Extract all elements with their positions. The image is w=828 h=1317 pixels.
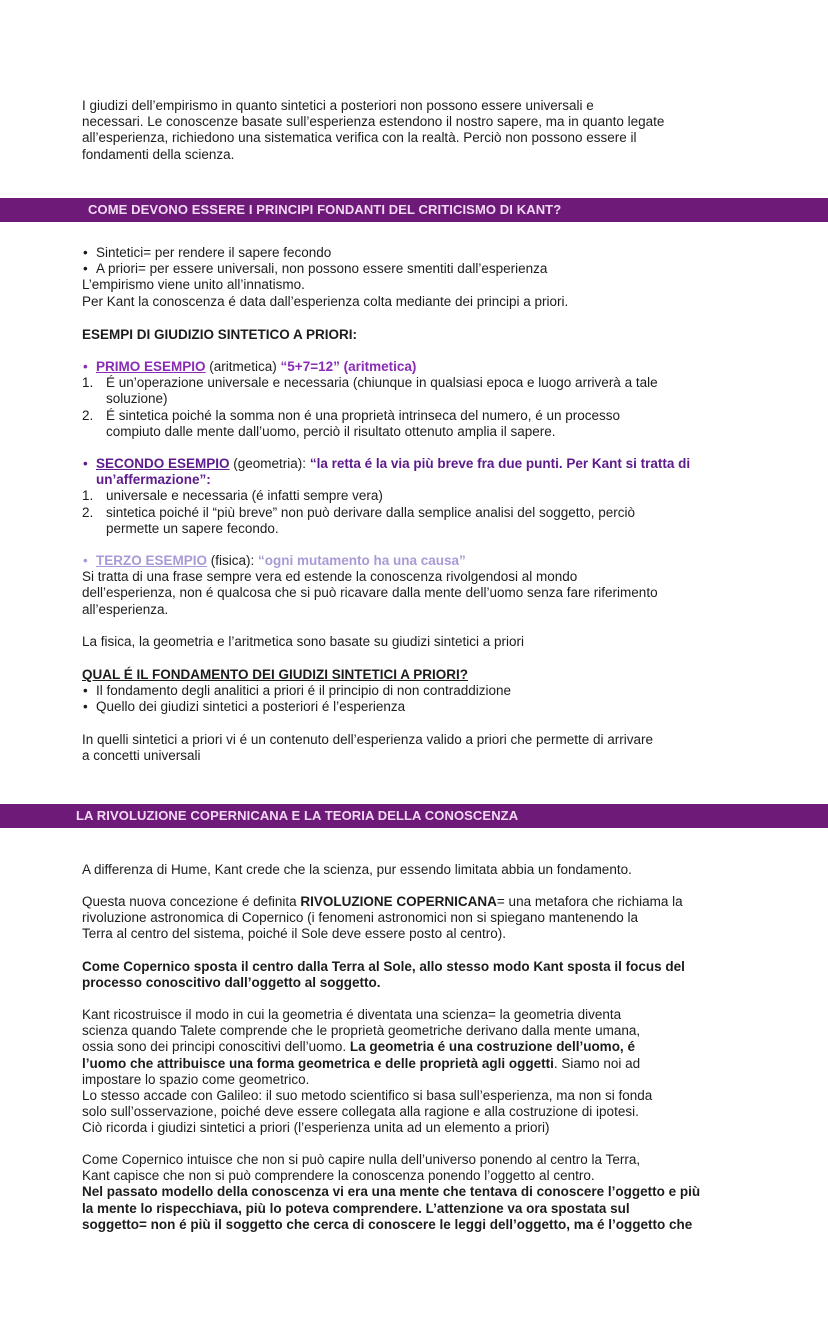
foundation-block [82, 667, 752, 716]
foundation-heading: QUAL É IL FONDAMENTO DEI GIUDIZI SINTETICI A PRIORI? [82, 667, 469, 682]
text-span: Questa nuova concezione é definita [82, 894, 301, 909]
intro-line: I giudizi dell’empirismo in quanto sintetici a posteriori non possono essere universali e [82, 98, 594, 113]
foundation-paragraph [82, 732, 752, 764]
item-number: 2. [82, 407, 94, 423]
text-line: Kant ricostruisce il modo in cui la geometria é diventata una scienza= la geometria diventa [82, 1007, 622, 1022]
example-type: (geometria): [229, 456, 310, 471]
item-text: É un’operazione universale e necessaria (chiunque in qualsiasi epoca e luogo arriverà a tale [106, 375, 658, 391]
intro-line: necessari. Le conoscenze basate sull’esperienza estendono il nostro sapere, ma in quanto legate [82, 114, 665, 130]
list-item: • Sintetici= per rendere il sapere fecondo [82, 245, 752, 261]
example-type: (aritmetica) [205, 359, 281, 374]
item-text: compiuto dalle mente dall’uomo, perciò il risultato ottenuto amplia il sapere. [106, 423, 556, 439]
text-line: rivoluzione astronomica di Copernico (i fenomeni astronomici non si spiegano mantenendo la [82, 910, 639, 926]
text-line: Terra al centro del sistema, poiché il Sole deve essere posto al centro). [82, 926, 506, 942]
list-item [82, 553, 752, 569]
examples-heading [82, 327, 752, 343]
section2-p3 [82, 959, 752, 991]
example-1 [82, 359, 752, 440]
example-3-bullet [82, 553, 752, 569]
item-number: 2. [82, 504, 94, 520]
section-header-rivoluzione [0, 804, 828, 828]
text-line [82, 894, 752, 910]
text-span: La geometria é una costruzione dell’uomo, é [349, 1039, 635, 1055]
intro-line: fondamenti della scienza. [82, 146, 235, 162]
section2-p4 [82, 1007, 752, 1137]
text-line: Si tratta di una frase sempre vera ed estende la conoscenza rivolgendosi al mondo [82, 569, 578, 585]
example-quote: “la retta é la via più breve fra due punti. Per Kant si tratta di [309, 456, 691, 471]
text-line: Kant capisce che non si può comprendere la conoscenza ponendo l’oggetto al centro. [82, 1168, 595, 1184]
text-line: Nel passato modello della conoscenza vi era una mente che tentava di conoscere l’oggetto e più [82, 1184, 701, 1200]
text-line: dell’esperienza, non é qualcosa che si può ricavare dalla mente dell’uomo senza fare riferimento [82, 585, 658, 601]
example-1-points [82, 375, 752, 440]
example-2 [82, 456, 752, 537]
text-line: processo conoscitivo dall’oggetto al soggetto. [82, 975, 381, 991]
text-line: impostare lo spazio come geometrico. [82, 1071, 310, 1087]
text-line: Come Copernico sposta il centro dalla Terra al Sole, allo stesso modo Kant sposta il focus del [82, 959, 685, 974]
example-label: TERZO ESEMPIO [96, 553, 208, 568]
numbered-item [82, 488, 752, 504]
text-line: la mente lo rispecchiava, più lo poteva comprendere. L’attenzione va ora spostata sul [82, 1200, 630, 1216]
numbered-item [82, 408, 752, 440]
summary-line [82, 634, 752, 650]
example-2-bullet [82, 456, 752, 488]
item-text: permette un sapere fecondo. [106, 520, 279, 536]
list-item: • Il fondamento degli analitici a priori é il principio di non contraddizione [82, 683, 752, 699]
text-line: scienza quando Talete comprende che le proprietà geometriche derivano dalla mente umana, [82, 1023, 641, 1039]
numbered-item [82, 505, 752, 537]
section2-p5 [82, 1152, 752, 1233]
example-1-bullet [82, 359, 752, 375]
item-text: soluzione) [106, 391, 168, 407]
heading-text: ESEMPI DI GIUDIZIO SINTETICO A PRIORI: [82, 327, 358, 342]
text-line: In quelli sintetici a priori vi é un contenuto dell’esperienza valido a priori che permette di arrivare [82, 732, 654, 747]
text-span: l’uomo che attribuisce una forma geometrica e delle proprietà agli oggetti [82, 1055, 554, 1071]
list-item: • Quello dei giudizi sintetici a posteriori é l’esperienza [82, 699, 752, 715]
text-line: solo sull’osservazione, poiché deve essere collegata alla ragione e alla costruzione di ipotesi. [82, 1104, 639, 1120]
text-line: a concetti universali [82, 748, 201, 764]
example-label: SECONDO ESEMPIO [96, 456, 230, 471]
section-title: COME DEVONO ESSERE I PRINCIPI FONDANTI DEL CRITICISMO DI KANT? [88, 202, 562, 217]
list-item [82, 456, 752, 488]
section-header-principi [0, 198, 828, 222]
text-line: La fisica, la geometria e l’aritmetica sono basate su giudizi sintetici a priori [82, 634, 524, 649]
section-title: LA RIVOLUZIONE COPERNICANA E LA TEORIA DELLA CONOSCENZA [76, 808, 519, 823]
text-line: soggetto= non é più il soggetto che cerca di conoscere le leggi dell’oggetto, ma é l’oggetto che [82, 1216, 693, 1232]
text-span: . Siamo noi ad [553, 1055, 641, 1071]
section2-p1 [82, 862, 752, 878]
item-text: É sintetica poiché la somma non é una proprietà intrinseca del numero, é un processo [106, 407, 621, 423]
item-number: 1. [82, 488, 94, 504]
item-text: sintetica poiché il “più breve” non può derivare dalla semplice analisi del soggetto, perciò [106, 504, 636, 520]
text-line: A differenza di Hume, Kant crede che la scienza, pur essendo limitata abbia un fondamento. [82, 862, 632, 877]
section1-intro [82, 245, 752, 310]
foundation-list [82, 683, 752, 715]
list-item [82, 359, 752, 375]
text-line: Per Kant la conoscenza é data dall’esperienza colta mediante dei principi a priori. [82, 293, 569, 309]
example-3 [82, 553, 752, 618]
text-span: ossia sono dei principi conoscitivi dell’uomo. [82, 1039, 350, 1055]
text-line: all’esperienza. [82, 601, 169, 617]
item-number: 1. [82, 375, 94, 391]
example-label: PRIMO ESEMPIO [96, 359, 206, 374]
text-line: L’empirismo viene unito all’innatismo. [82, 277, 305, 293]
example-quote: “ogni mutamento ha una causa” [258, 553, 466, 568]
example-type: (fisica): [207, 553, 259, 568]
example-formula: “5+7=12” (aritmetica) [280, 359, 417, 374]
intro-paragraph [82, 98, 752, 163]
text-line: Lo stesso accade con Galileo: il suo metodo scientifico si basa sull’esperienza, ma non si fonda [82, 1088, 653, 1104]
principles-list [82, 245, 752, 277]
example-2-points [82, 488, 752, 537]
text-line [82, 1056, 752, 1072]
item-text: universale e necessaria (é infatti sempre vera) [106, 488, 383, 504]
section2-p2 [82, 894, 752, 943]
text-line: Ciò ricorda i giudizi sintetici a priori (l’esperienza unita ad un elemento a priori) [82, 1120, 550, 1136]
intro-line: all’esperienza, richiedono una sistematica verifica con la realtà. Perciò non possono essere il [82, 130, 637, 146]
text-line: Come Copernico intuisce che non si può capire nulla dell’universo ponendo al centro la Terra, [82, 1152, 641, 1167]
numbered-item [82, 375, 752, 407]
example-quote: un’affermazione”: [96, 472, 211, 488]
text-span: = una metafora che richiama la [496, 894, 683, 909]
list-item: • A priori= per essere universali, non possono essere smentiti dall’esperienza [82, 261, 752, 277]
text-span: RIVOLUZIONE COPERNICANA [300, 894, 497, 909]
text-line [82, 1039, 752, 1055]
